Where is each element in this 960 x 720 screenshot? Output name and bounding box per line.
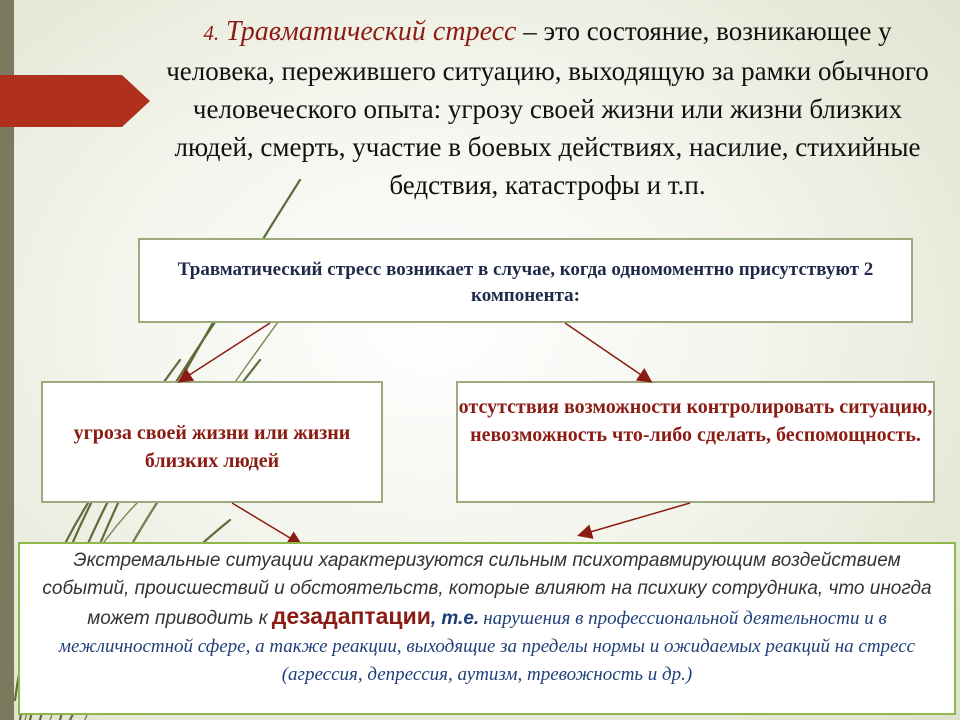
term-heading: Травматический стресс (225, 16, 517, 47)
component-left-box (41, 381, 383, 503)
bottom-text-part1: Экстремальные ситуации характеризуются сильным психотравмирующим воздействием событий, происшествий и обстоятельств, которые влияют на психику сотрудника, что иногда может приводить к (42, 550, 932, 629)
bottom-keyword: дезадаптации (271, 603, 431, 629)
arrow-to-left-box (180, 323, 270, 381)
arrow-left-to-bottom (232, 503, 300, 544)
main-condition-text: Травматический стресс возникает в случае, когда одномоментно присутствуют 2 компонента: (177, 259, 874, 306)
arrow-flag-icon (0, 75, 150, 127)
main-condition-box (138, 238, 913, 323)
slide-title (165, 12, 930, 204)
component-right-text: отсутствия возможности контролировать ситуацию, невозможность что-либо сделать, беспомощность. (458, 396, 933, 446)
term-definition: – это состояние, возникающее у человека, пережившего ситуацию, выходящую за рамки обычного человеческого опыта: угрозу своей жизни или жизни близких людей, смерть, участие в боевых действиях, насилие, стихийные бедствия, катастрофы и т.п. (166, 16, 929, 200)
arrow-right-to-bottom (580, 503, 690, 535)
component-right-box (456, 381, 935, 503)
component-left-text: угроза своей жизни или жизни близких людей (73, 422, 351, 472)
bottom-text-part2: нарушения в профессиональной деятельности и в межличностной сфере, а также реакции, выходящие за пределы нормы и ожидаемых реакций на стресс (агрессия, депрессия, аутизм, тревожность и др.) (58, 608, 916, 685)
slide-number: 4. (203, 21, 220, 45)
bottom-connector: , т.е. (430, 608, 480, 629)
extreme-situations-box (18, 542, 956, 715)
arrow-to-right-box (565, 323, 650, 381)
